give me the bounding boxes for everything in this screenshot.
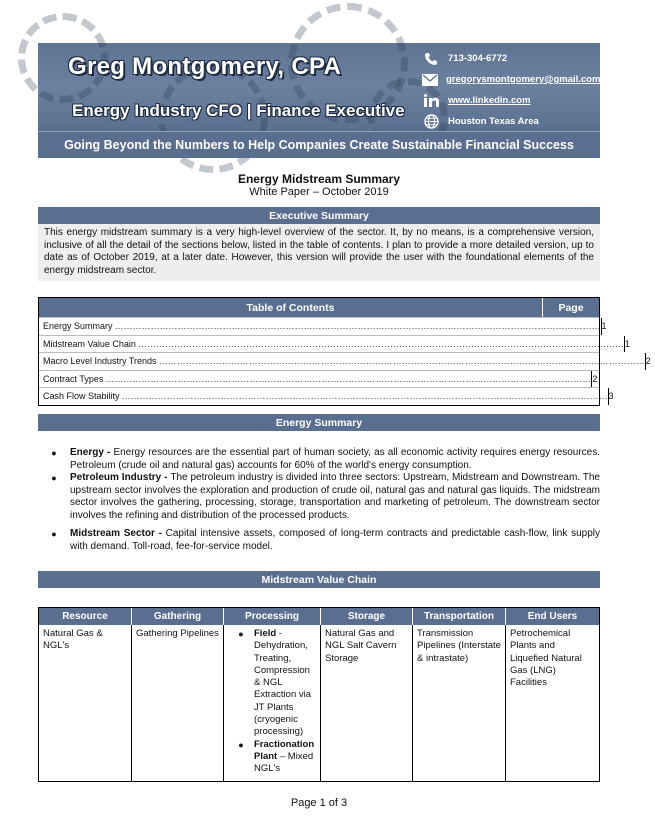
toc-page-heading: Page: [558, 301, 584, 314]
toc-header: [39, 298, 599, 317]
toc-entry-label[interactable]: Contract Types: [43, 373, 104, 384]
transportation-cell: Transmission Pipelines (Interstate & intrastate): [413, 625, 506, 781]
toc-heading: Table of Contents: [39, 298, 543, 317]
list-item: [228, 739, 316, 776]
contact-email[interactable]: gregorysmontgomery@gmail.com: [422, 70, 594, 89]
bullet-text: The petroleum industry is divided into three sectors: Upstream, Midstream and Downstream. The upstream sector involves the exploration and production of crude oil, natural gas and natural gas liquids. The midstream sector involves the gathering, processing, storage, transportation and marketing of petroleum. The downstream sector involves the refining and distribution of the processed products.: [70, 472, 600, 521]
toc-row[interactable]: Macro Level Industry Trends ……………………………………………………………………………………………………………………………………………… 2: [39, 352, 599, 370]
bullet-text: Capital intensive assets, composed of long-term contracts and predictable cash-flow, link supply with demand. Toll-road, fee-for-service model.: [70, 528, 600, 552]
contact-location: Houston Texas Area: [422, 112, 594, 131]
document-title: Energy Midstream Summary: [237, 172, 401, 186]
resume-header: [38, 43, 600, 158]
storage-cell: Natural Gas and NGL Salt Cavern Storage: [321, 625, 413, 781]
column-header: Gathering: [132, 608, 224, 625]
column-header: Resource: [39, 608, 132, 625]
bullet-term: Energy -: [70, 447, 114, 458]
toc-entry-page: 2: [592, 373, 598, 384]
column-header: Transportation: [413, 608, 506, 625]
list-item: [38, 472, 600, 522]
toc-row[interactable]: Energy Summary ……………………………………………………………………………………………………………………………………………… 1: [39, 317, 599, 335]
list-item: [38, 447, 600, 472]
toc-entry-page: 3: [608, 391, 614, 402]
toc-entry-page: 1: [601, 321, 607, 332]
toc-entry-label[interactable]: Cash Flow Stability: [43, 391, 120, 402]
processing-term: Field: [254, 628, 277, 639]
list-item: [38, 528, 600, 553]
column-header: Storage: [321, 608, 413, 625]
contact-block: [422, 49, 601, 133]
page-number: Page 1 of 3: [290, 797, 348, 809]
toc-row[interactable]: Cash Flow Stability ……………………………………………………………………………………………………………………………………………… 3: [39, 387, 599, 405]
bullet-icon: ●: [51, 448, 57, 458]
processing-text: – Mixed NGL's: [254, 750, 314, 775]
executive-summary-heading: Executive Summary: [38, 207, 600, 224]
processing-term: Fractionation Plant: [254, 738, 315, 762]
list-item: [228, 628, 316, 739]
bullet-icon: ●: [238, 739, 244, 750]
toc-entry-label[interactable]: Midstream Value Chain: [43, 338, 136, 349]
bullet-icon: ●: [51, 529, 57, 539]
candidate-name: Greg Montgomery, CPA: [68, 53, 342, 80]
table-of-contents: [38, 297, 651, 406]
bullet-text: Energy resources are the essential part of human society, as all economic activity requires energy resources. Petroleum (crude oil and natural gas) accounts for 60% of the world's energy consumption.: [70, 447, 600, 471]
toc-entry-page: 1: [624, 338, 630, 349]
column-header: Processing: [224, 608, 321, 625]
toc-entry-label[interactable]: Energy Summary: [43, 321, 113, 332]
globe-icon: [422, 114, 440, 130]
candidate-role: Energy Industry CFO | Finance Executive: [72, 101, 405, 120]
executive-summary-text: This energy midstream summary is a very high-level overview of the sector. It, by no means, is a comprehensive version, inclusive of all the detail of the sections below, listed in the table of contents. I plan to provide a more detailed version, up to date as of October 2019, at a later date. However, this version will provide the user with the foundational elements of the energy midstream sector.: [38, 224, 600, 281]
header-tagline: Going Beyond the Numbers to Help Companies Create Sustainable Financial Success: [38, 131, 600, 158]
gathering-cell: Gathering Pipelines: [132, 625, 224, 781]
bullet-term: Midstream Sector -: [70, 528, 166, 539]
resource-cell: Natural Gas & NGL's: [39, 625, 132, 781]
contact-phone: 713-304-6772: [422, 49, 594, 68]
table-row: [39, 625, 599, 781]
bullet-term: Petroleum Industry -: [70, 472, 171, 483]
linkedin-icon: [422, 93, 440, 109]
value-chain-header: [39, 608, 599, 625]
toc-entry-page: 2: [645, 356, 651, 367]
document-subtitle: White Paper – October 2019: [249, 186, 389, 198]
energy-summary-list: [38, 447, 600, 553]
processing-text: - Dehydration, Treating, Compression & NGL Extraction via JT Plants (cryogenic processing): [254, 628, 312, 738]
column-header: End Users: [527, 611, 578, 622]
toc-entry-label[interactable]: Macro Level Industry Trends: [43, 356, 157, 367]
envelope-icon: [422, 72, 438, 88]
energy-summary-heading: Energy Summary: [38, 414, 600, 431]
bullet-icon: ●: [51, 473, 57, 483]
header-banner: [38, 43, 600, 131]
end-users-cell: Petrochemical Plants and Liquefied Natural Gas (LNG) Facilities: [510, 628, 582, 689]
toc-row[interactable]: Midstream Value Chain ……………………………………………………………………………………………………………………………………………… 1: [39, 335, 599, 353]
bullet-icon: ●: [238, 629, 244, 639]
value-chain-heading: Midstream Value Chain: [38, 571, 600, 588]
toc-row[interactable]: Contract Types ……………………………………………………………………………………………………………………………………………… 2: [39, 370, 599, 388]
processing-cell: [224, 625, 321, 781]
value-chain-table: [38, 607, 600, 782]
phone-icon: [422, 51, 440, 67]
contact-linkedin[interactable]: www.linkedin.com: [422, 91, 594, 110]
